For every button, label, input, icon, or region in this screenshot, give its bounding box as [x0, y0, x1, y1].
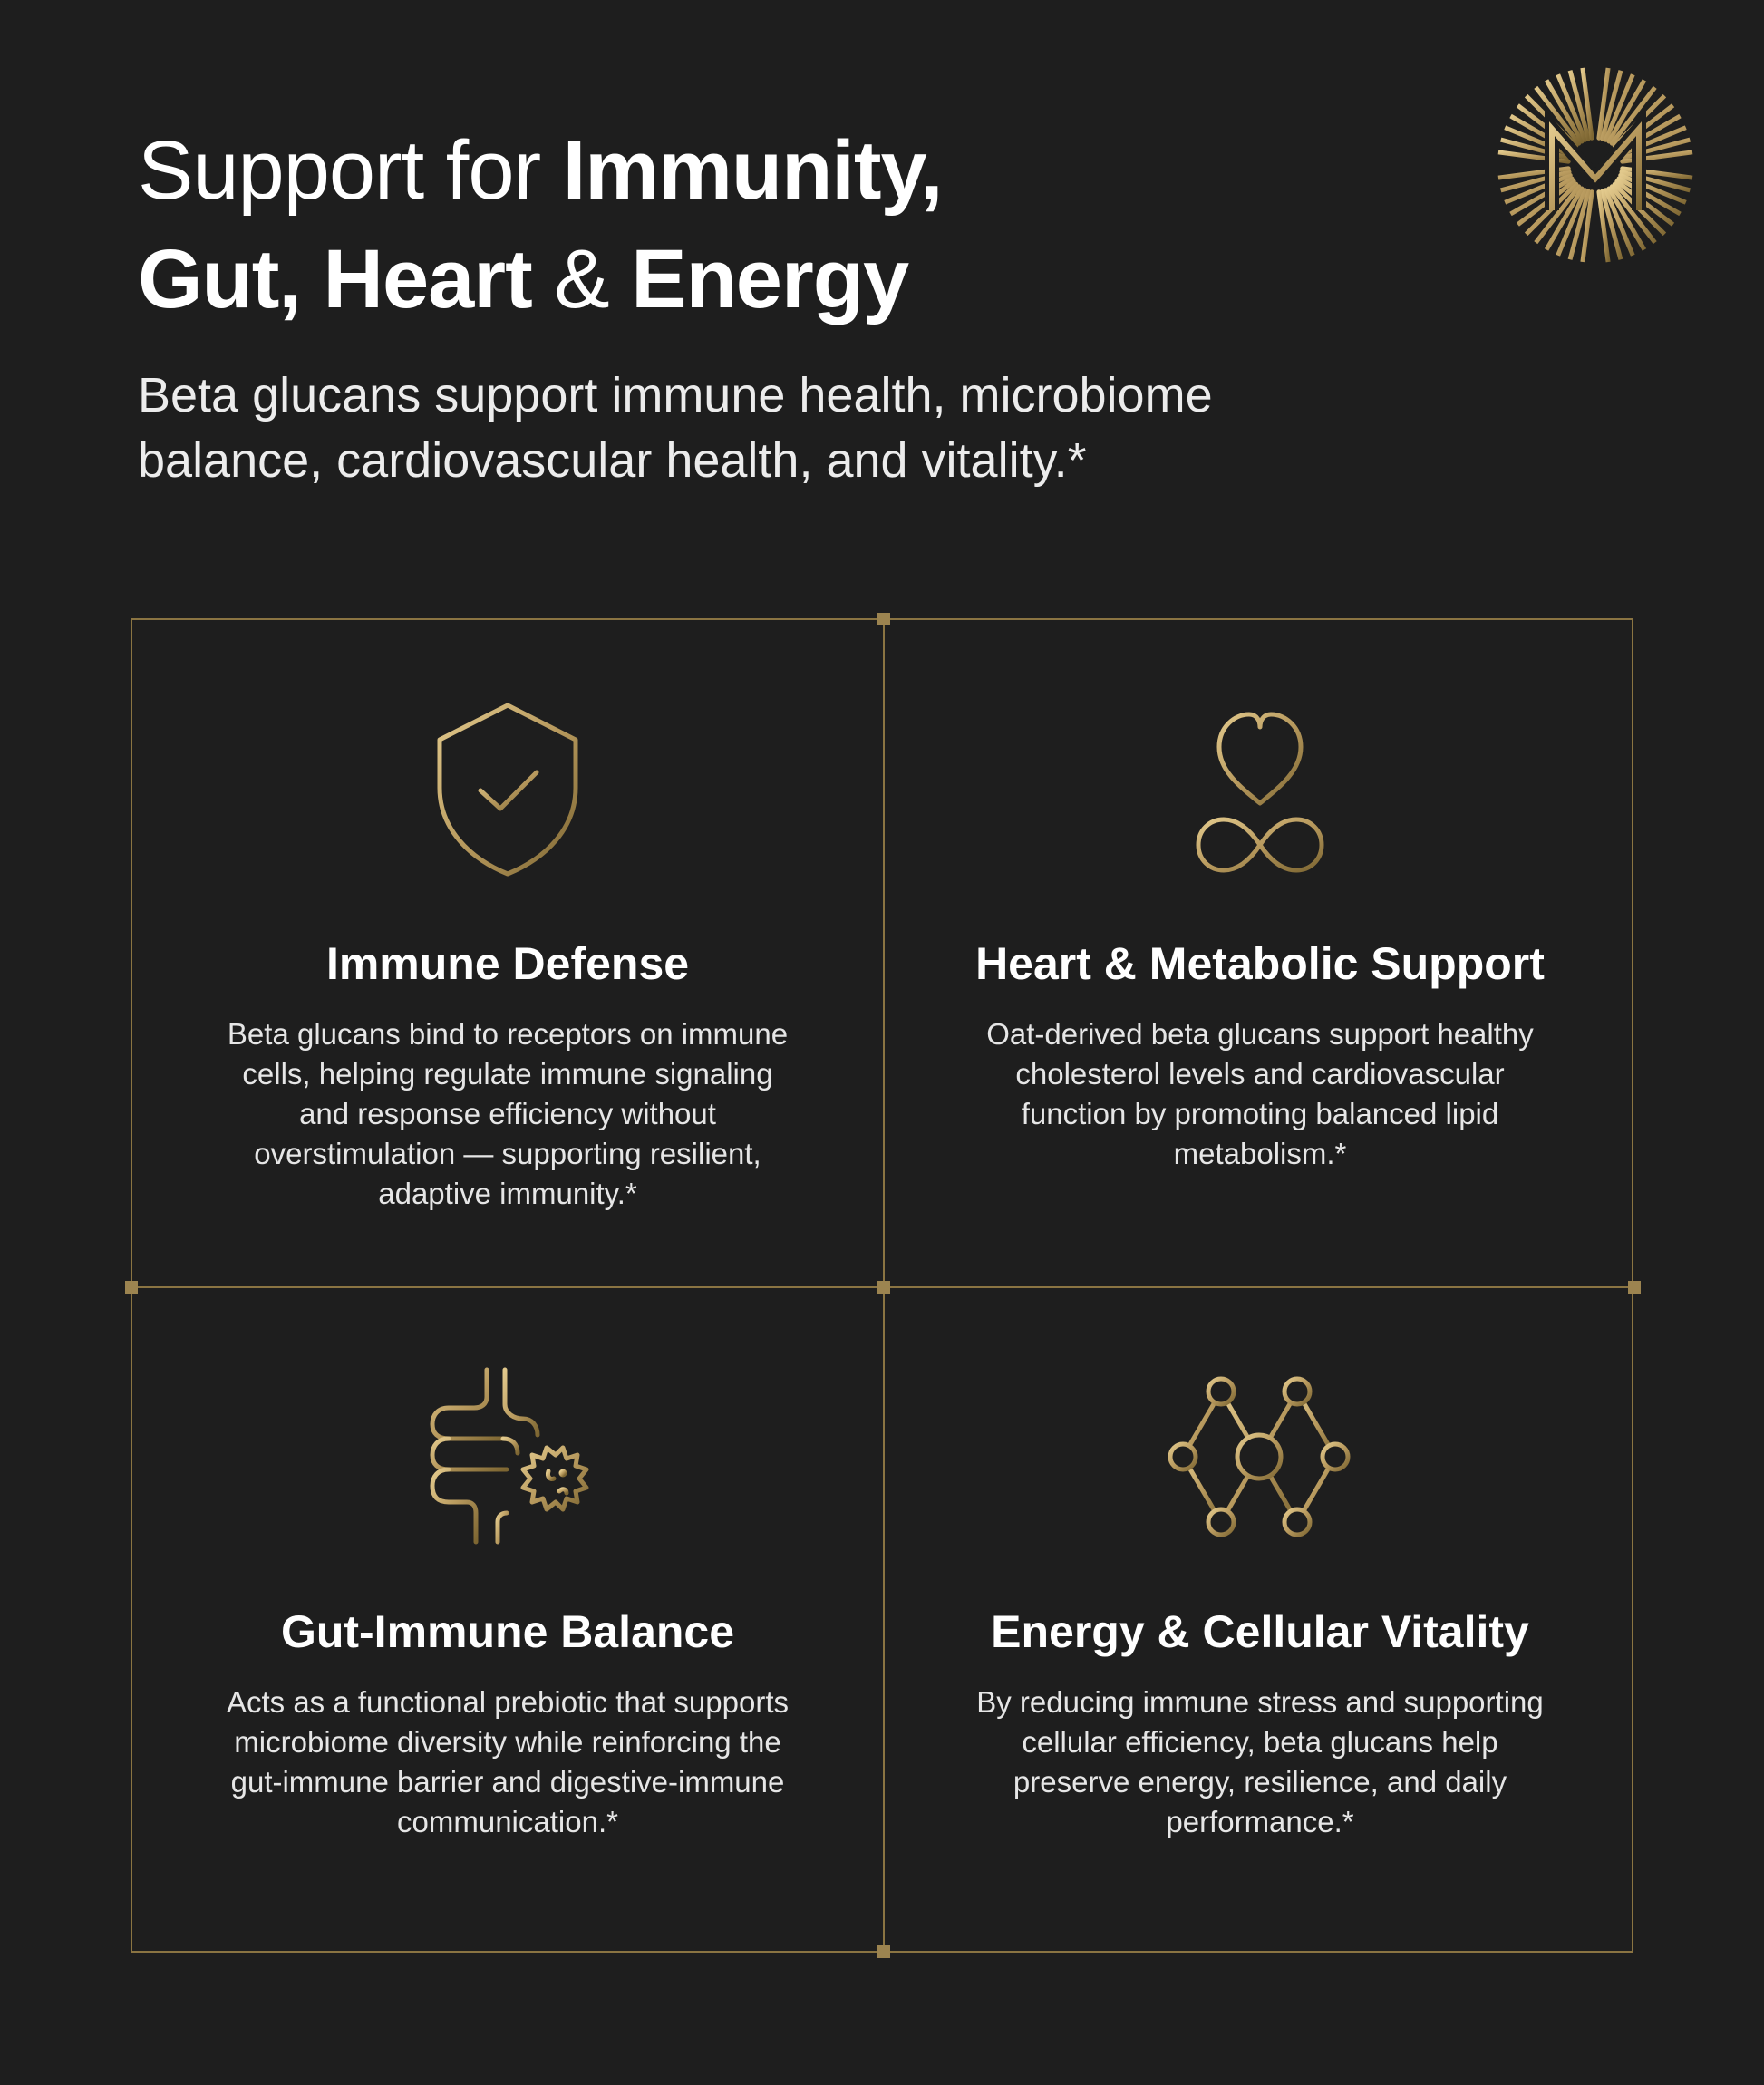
gut-microbe-icon — [412, 1361, 603, 1551]
page-subhead — [138, 363, 1407, 493]
headline-light-text: Support for — [138, 124, 563, 217]
benefit-title: Immune Defense — [325, 938, 690, 989]
brand-logo-icon — [1496, 65, 1695, 265]
benefit-description: Acts as a functional prebiotic that supports microbiome diversity while reinforcing the gut-immune barrier and digestive-immune communication.* — [226, 1685, 789, 1838]
headline-bold-text: Energy — [631, 233, 909, 325]
page-headline — [138, 116, 942, 334]
benefit-card-energy-vitality — [885, 1288, 1635, 1954]
subhead-line: balance, cardiovascular health, and vitality.* — [138, 433, 1087, 488]
benefit-title: Energy & Cellular Vitality — [991, 1606, 1529, 1657]
benefits-grid — [131, 618, 1633, 1953]
benefit-title: Heart & Metabolic Support — [975, 938, 1545, 989]
benefit-description: By reducing immune stress and supporting cellular efficiency, beta glucans help preserve energy, resilience, and daily performance.* — [976, 1685, 1544, 1838]
benefit-card-immune-defense — [132, 620, 883, 1286]
benefit-description: Beta glucans bind to receptors on immune cells, helping regulate immune signaling and response efficiency without overstimulation — supporting resilient, adaptive immunity.* — [227, 1017, 789, 1210]
benefit-card-heart-metabolic — [885, 620, 1635, 1286]
benefit-description: Oat-derived beta glucans support healthy cholesterol levels and cardiovascular function by promoting balanced lipid metabolism.* — [986, 1017, 1534, 1170]
heart-infinity-icon — [1169, 693, 1351, 883]
benefit-title: Gut-Immune Balance — [280, 1606, 735, 1657]
headline-bold-text: Gut, Heart — [138, 233, 532, 325]
benefit-card-gut-immune — [132, 1288, 883, 1954]
headline-light-text: & — [531, 233, 632, 325]
headline-bold-text: Immunity, — [562, 124, 943, 217]
shield-check-icon — [426, 693, 589, 883]
subhead-line: Beta glucans support immune health, microbiome — [138, 368, 1213, 422]
molecule-network-icon — [1165, 1361, 1355, 1551]
